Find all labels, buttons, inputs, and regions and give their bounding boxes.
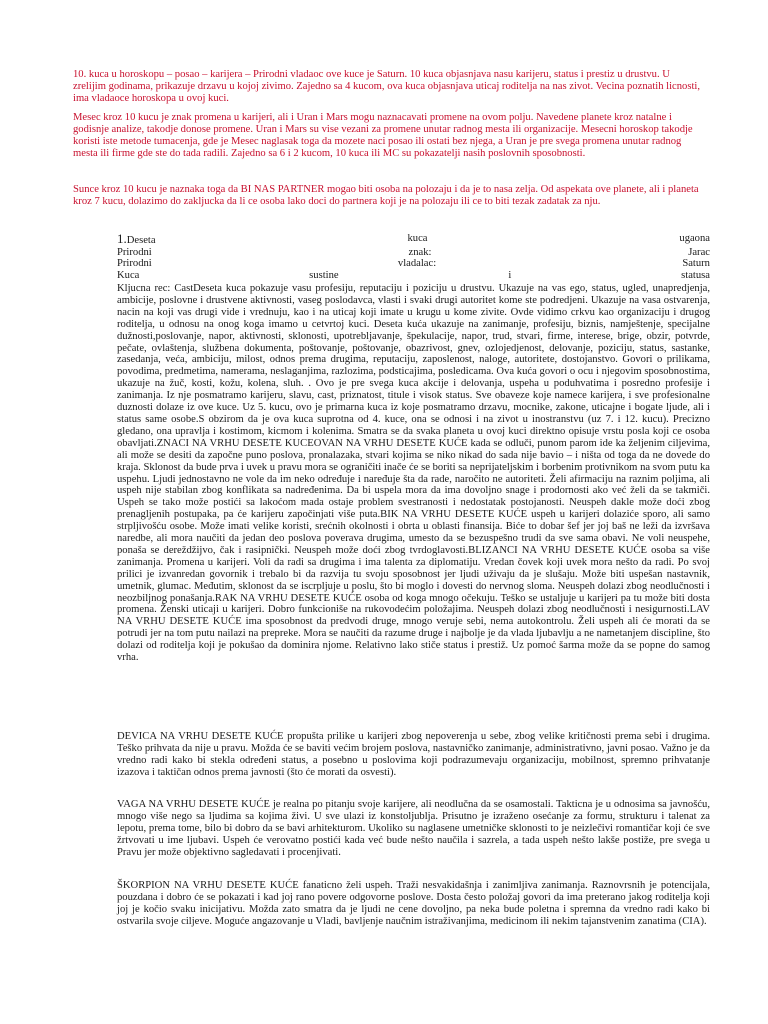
header-word: i <box>508 269 512 281</box>
header-word: ugaona <box>679 233 710 244</box>
intro-paragraph-1: 10. kuca u horoskopu – posao – karijera – Prirodni vladaoc ove kuce je Saturn. 10 kuca objasnjava nasu karijeru, status i prestiz u drustvu. U zrelijim godinama, prikazuje drzavu u kojoj zivimo. Zajedno sa 4 kucom, ova kuca objasnjava uticaj roditelja na nas zivot. Vecina poznatih licnosti, ima vladaoce horoskopa u ovoj kuci. <box>73 69 701 104</box>
header-word: statusa <box>681 269 710 281</box>
header-word: Prirodni <box>117 246 152 258</box>
body-paragraph-devica: DEVICA NA VRHU DESETE KUĆE propušta prilike u karijeri zbog nepoverenja u sebe, zbog velike kritičnosti prema sebi i drugima. Teško prihvata da nije u pravu. Možda će se baviti većim brojem poslova, nastavničko zanimanje, administrativno, javni posao. Važno je da vredno radi kako bi stekla određeni status, a posebno u poslovima koji podrazumevaju organizaciju, mobilnost, spremno prihvatanje izazova i taktičan odnos prema javnosti (što će morati da osvesti). <box>117 731 710 778</box>
intro-paragraph-3: Sunce kroz 10 kucu je naznaka toga da BI NAS PARTNER mogao biti osoba na polozaju i da je to nasa zelja. Od aspekata ove planete, ali i planeta kroz 7 kucu, dolazimo do zakljucka da li ce osoba lako doci do partnera koji je na polozaju ili ce to biti tezak zadatak za nju. <box>73 184 699 207</box>
header-word: Kuca <box>117 269 140 281</box>
header-row-4 <box>117 270 710 282</box>
intro-paragraph-2: Mesec kroz 10 kucu je znak promena u karijeri, ali i Uran i Mars mogu naznacavati promene na ovom polju. Navedene planete kroz natalne i godisnje analize, takodje donose promene. Uran i Mars su vise vezani za promene unutar radnog mesta ili organizacije. Mesecni horoskop takodje koristi iste metode tumacenja, gde je Mesec naglasak toga da mozete naci posao ili ostati bez njega, a Uran je pre svega promena unutar radnog mesta ili firme gde ste do tada radili. Zajedno sa 6 i 2 kucom, 10 kuca ili MC su pokazatelji nasih poslovnih sposobnosti. <box>73 112 693 159</box>
header-word: Deseta <box>126 235 156 246</box>
header-cell <box>117 233 156 247</box>
body-paragraph-vaga: VAGA NA VRHU DESETE KUĆE je realna po pitanju svoje karijere, ali neodlučna da se osamostali. Takticna je u odnosima sa javnošću, mnogo više nego sa ljudima sa kojima živi. U sve ulazi iz konstoljublja. Prisutno je izraženo osećanje za formu, strukturu i talenat za lepotu, prema tome, bilo bi dobro da se bavi arhitekturom. Ukoliko su naglasene umetničke sklonosti to je neizlečivi romantičar koji će sve žrtvovati u ime ljubavi. Uspeh će verovatno postići kada već bude nešto naučila i sazrela, a tada uspeh nešto lakše postiže, pre svega u Pravu jer može objektivno sagledavati i procenjivati. <box>117 799 710 858</box>
header-word: sustine <box>309 269 339 281</box>
header-word: Jarac <box>688 246 710 258</box>
header-word: kuca <box>407 233 428 244</box>
body-paragraph-skorpion: ŠKORPION NA VRHU DESETE KUĆE fanaticno želi uspeh. Traži nesvakidašnja i zanimljiva zanimanja. Raznovrsnih je potencijala, pouzdana i dobro će se pokazati i kad joj rano povere odgovorne poslove. Dosta često položaj govori da ima preterano jakog roditelja koji joj je kočio svaku inicijativu. Možda zato smatra da je ljudi ne cene dovoljno, pa neka bude poletna i spremna da vredno radi kako bi ostvarila svoje ciljeve. Moguće angazovanje u Vladi, bavljenje naučnim istraživanjima, medicinom ili nekim tajanstvenim zanatima (CIA). <box>117 880 710 927</box>
header-row-3 <box>117 258 710 270</box>
header-row-2 <box>117 247 710 259</box>
section-number: 1. <box>117 231 127 246</box>
header-word: Prirodni <box>117 258 152 269</box>
house-header <box>117 233 710 281</box>
header-row-1 <box>117 233 710 247</box>
body-paragraph-main: Kljucna rec: CastDeseta kuca pokazuje vasu profesiju, reputaciju i poziciju u drustvu. Ukazuje na vas ego, status, ugled, unapredjenja, ambicije, poslovne i drustvene aktivnosti, vaseg poslodavca, vlasti i svaki drugi autoritet kome ste podredjeni. Ukazuje na vasa ostvarenja, nacin na koji vas drugi vide i vrednuju, kao i na uticaj koji imate u krugu u kome zivite. Ovde vidimo crkvu kao organizaciju i drugog roditelja, u odnosu na onog koga imamo u cetvrtoj kuci. Deseta kuća ukazuje na zanimanje, profesiju, biznis, namještenje, specijalne dužnosti,poslovanje, napor, aktivnosti, sklonosti, upotrebljavanje, špekulacije, napor, trud, stvari, firme, interese, brige, obzir, potvrde, pečate, ovlaštenja, službena dokumenta, poštovanje, poštovanje, obazrivost, gnev, ozlojedjenost, delovanje, poziciju, status, sastanke, zasedanja, veća, ambiciju, milost, odnos prema drugima, reputaciju, zaposlenost, naloge, autoritete, dostojanstvo. Govori o prilikama, povodima, predmetima, namerama, neslaganjima, razlozima, podsticajima, posledicama. Ova kuća govori o ocu i njegovim sposobnostima, ukazuje na žuč, kosti, kožu, kolena, sluh. . Ovo je pre svega kuca akcije i delovanja, uspeha u poduhvatima i posredno profesije i zanimanja. Iz nje posmatramo karijeru, slavu, cast, priznatost, titule i visok status. Sve obaveze koje namece karijera, i sve profesionalne duznosti dolaze iz ove kuce. Uz 5. kucu, ovo je primarna kuca iz koje posmatramo drzavu, mocnike, zakone, uticajne i bogate ljude, ali i status same osobe.S obzirom da je ova kuca suprotna od 4. kuce, ona se odnosi i na zivot u inostranstvu (uz 7. i 12. kucu). Precizno gledano, ona upravlja i kostimom, kicmom i kolenima. Smatra se da svaka planeta u ovoj kuci direktno opisuje vrstu posla koji ce osoba obavljati.ZNACI NA VRHU DESETE KUCEOVAN NA VRHU DESETE KUĆE kada se odluči, punom parom ide ka željenim ciljevima, ali može se desiti da započne puno poslova, pronalazaka, stvari kojima se niko nikad do sada nije bavio – i ništa od toga da ne dovede do kraja. Sklonost da bude prva i uvek u pravu mora se ograničiti inače će se boriti sa neprijateljskim i borbenim protivnikom na svom putu ka uspehu. Ljudi jednostavno ne vole da im neko određuje i naređuje šta da rade, naročito ne autoriteti. Želi afirmaciju na raznim poljima, ali uspeh nije stabilan zbog konflikata sa nadređenima. Da bi uspela mora da ima dovoljno snage i prodornosti ako već želi da se takmiči. Uspeh se tako može postići sa lakoćom mada ostaje problem svestranosti i nedostatak postojanosti. Neuspeh dakle može doći zbog prenagljenih postupaka, pa će karijeru započinjati više puta.BIK NA VRHU DESETE KUĆE uspeh u karijeri dolaziće sporo, ali samo strpljivošću osobe. Može imati velike koristi, srećnih okolnosti i obrta u oblasti finansija. Biće to dobar šef jer joj baš ne leži da izvršava naredbe, ali mora naučiti da jedan deo poslova poverava drugima, umesto da se bezuspešno trudi da sve sama obavi. Ne voli neuspehe, ponaša se dereždžijvo, čak i rasipnički. Neuspeh može doći zbog tvrdoglavosti.BLIZANCI NA VRHU DESETE KUĆE osoba sa više zanimanja. Promena u karijeri. Voli da radi sa drugima i ima talenta za diplomatiju. Vredan čovek koji uvek mora nešto da radi. Po svoj prilici je izvanredan govornik i trebalo bi da razvija tu svoju sposobnost jer ljudi uživaju da je slušaju. Može biti uspešan nastavnik, umetnik, glumac. Međutim, sklonost da se iscrpljuje u poslu, što bi moglo i dovesti do nervnog sloma. Neuspeh dolazi zbog neodlučnosti i neozbiljnog ponašanja.RAK NA VRHU DESETE KUĆE osoba od koga mnogo očekuju. Teško se ustaljuje u karijeri pa tu može biti dosta promena. Ženski uticaji u karijeri. Dobro funkcioniše na rukovodećim položajima. Neuspeh dolazi zbog neodlučnosti i nesigurnosti.LAV NA VRHU DESETE KUĆE ima sposobnost da predvodi druge, mnogo veruje sebi, nema autokontrolu. Želi uspeh ali će morati da se potrudi jer na tom putu nailazi na prepreke. Mora se naučiti da razume druge i najbolje je da vlada ljubavlju a ne nametanjem discipline, što dolazi od roditelja koji je pokušao da dominira njome. Relativno lako stiče status i prestiž. Uz pomoć šarma može da se popne do samog vrha. <box>117 283 710 664</box>
header-word: vladalac: <box>397 258 437 269</box>
header-word: znak: <box>408 246 432 258</box>
header-word: Saturn <box>682 258 710 269</box>
